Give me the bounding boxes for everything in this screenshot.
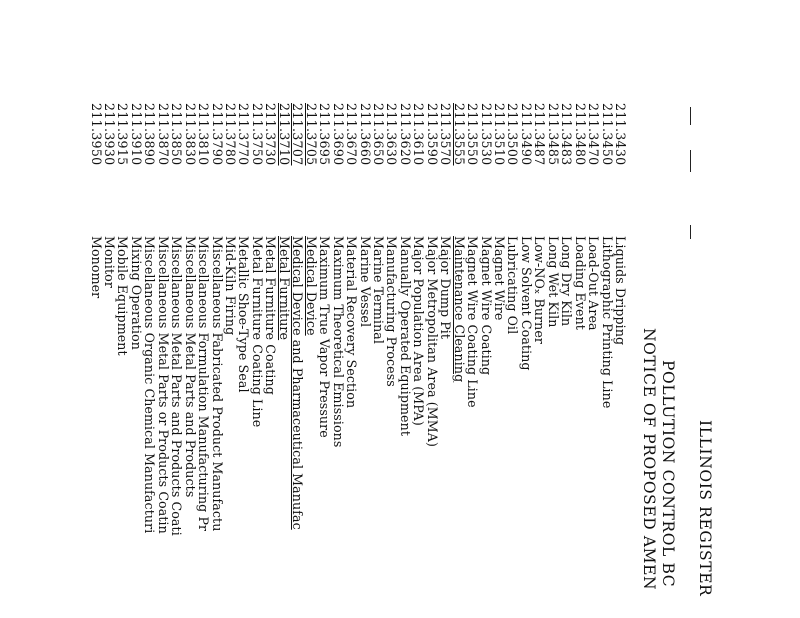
definition-row xyxy=(371,103,384,344)
definition-row xyxy=(439,103,452,339)
section-number: 211.3430 xyxy=(613,103,628,166)
defined-term: Major Metropolitan Area (MMA) xyxy=(424,236,440,447)
definition-row xyxy=(613,103,626,345)
definition-row xyxy=(385,103,398,387)
section-number: 211.3710 xyxy=(276,103,292,166)
defined-term: Medical Device and Pharmaceutical Manufac xyxy=(290,236,306,530)
definition-row xyxy=(129,103,142,350)
defined-term: Mid-Kiln Firing xyxy=(223,236,238,336)
defined-term: Monitor xyxy=(101,236,117,288)
section-number: 211.3705 xyxy=(303,103,319,166)
section-number: 211.3550 xyxy=(465,103,481,166)
defined-term: Miscellaneous Organic Chemical Manufacturi xyxy=(142,236,158,534)
defined-term: Metal Furniture xyxy=(276,236,292,341)
defined-term: Low Solvent Coating xyxy=(518,236,534,371)
definition-row xyxy=(573,103,586,330)
section-number: 211.3620 xyxy=(397,103,413,166)
section-number: 211.3780 xyxy=(223,103,238,166)
section-number: 211.3630 xyxy=(384,103,400,166)
section-number: 211.3450 xyxy=(599,103,615,166)
definition-row xyxy=(358,103,371,327)
defined-term: Miscellaneous Metal Parts and Products xyxy=(182,236,198,498)
definition-row xyxy=(425,103,438,447)
defined-term: Monomer xyxy=(88,236,104,299)
definition-row xyxy=(318,103,331,438)
section-number: 211.3707 xyxy=(290,103,306,166)
section-number: 211.3850 xyxy=(169,103,185,166)
defined-term: Miscellaneous Formulation Manufacturing Pr xyxy=(196,236,212,532)
section-number: 211.3480 xyxy=(572,103,588,166)
definition-row xyxy=(479,103,492,375)
definition-row xyxy=(291,103,304,530)
definition-row xyxy=(210,103,223,531)
defined-term: Lithographic Printing Line xyxy=(599,236,615,409)
defined-term: Medical Device xyxy=(303,236,319,336)
definition-row xyxy=(197,103,210,531)
section-number: 211.3650 xyxy=(370,103,386,166)
definition-row xyxy=(102,103,115,288)
defined-term: Marine Vessel xyxy=(357,236,373,328)
definition-row xyxy=(546,103,559,327)
section-number: 211.3500 xyxy=(505,103,521,166)
defined-term: Magnet Wire Coating Line xyxy=(465,236,481,408)
defined-term: Mixing Operation xyxy=(128,236,144,350)
definition-row xyxy=(116,103,129,356)
section-number: 211.3590 xyxy=(424,103,440,166)
definition-row xyxy=(143,103,156,533)
defined-term: Mobile Equipment xyxy=(115,236,131,356)
defined-term: Long Dry Kiln xyxy=(559,236,575,327)
section-number: 211.3890 xyxy=(142,103,158,166)
defined-term: Maximum True Vapor Pressure xyxy=(317,236,333,438)
section-number: 211.3490 xyxy=(518,103,534,166)
definition-row xyxy=(533,103,546,344)
section-number: 211.3695 xyxy=(317,103,333,166)
defined-term: Metal Furniture Coating xyxy=(263,236,279,395)
section-number: 211.3485 xyxy=(545,103,561,166)
section-number: 211.3830 xyxy=(182,103,198,166)
definition-row xyxy=(264,103,277,395)
header-rule-3 xyxy=(690,225,691,239)
section-number: 211.3555 xyxy=(451,103,467,166)
defined-term: Major Population Area (MPA) xyxy=(411,236,427,426)
definition-row xyxy=(506,103,519,334)
section-number: 211.3483 xyxy=(559,103,575,166)
register-title: ILLINOIS REGISTER xyxy=(696,420,714,597)
definition-row xyxy=(560,103,573,326)
header-rule xyxy=(690,107,691,125)
definition-row xyxy=(183,103,196,497)
section-number: 211.3487 xyxy=(532,103,548,166)
definition-row xyxy=(156,103,169,534)
section-number: 211.3660 xyxy=(357,103,373,166)
definition-row xyxy=(519,103,532,371)
section-number: 211.3530 xyxy=(478,103,494,166)
definition-row xyxy=(492,103,505,320)
defined-term: Metal Furniture Coating Line xyxy=(249,236,265,428)
section-number: 211.3730 xyxy=(263,103,279,166)
defined-term: Material Recovery Section xyxy=(344,236,359,409)
section-number: 211.3750 xyxy=(249,103,265,166)
definition-row xyxy=(250,103,263,427)
definition-row xyxy=(587,103,600,331)
defined-term: Metallic Shoe-Type Seal xyxy=(236,236,252,393)
definition-row xyxy=(452,103,465,382)
section-number: 211.3670 xyxy=(344,103,359,166)
definition-row xyxy=(170,103,183,536)
defined-term: Load-Out Area xyxy=(586,236,602,331)
section-number: 211.3870 xyxy=(155,103,171,166)
definition-row xyxy=(237,103,250,393)
section-number: 211.3790 xyxy=(209,103,225,166)
definition-row xyxy=(223,103,236,335)
defined-term: Magnet Wire xyxy=(491,236,507,321)
defined-term: Lubricating Oil xyxy=(505,236,521,335)
definition-row xyxy=(398,103,411,436)
section-number: 211.3610 xyxy=(411,103,427,166)
section-number: 211.3950 xyxy=(88,103,104,166)
definition-row xyxy=(304,103,317,336)
definition-row xyxy=(89,103,102,298)
definition-row xyxy=(600,103,613,408)
defined-term: Maintenance Cleaning xyxy=(451,236,467,383)
defined-term: Miscellaneous Fabricated Product Manufactu xyxy=(209,236,225,532)
defined-term: Maximum Theoretical Emissions xyxy=(330,236,346,448)
defined-term: Magnet Wire Coating xyxy=(478,236,494,376)
definition-row xyxy=(412,103,425,426)
defined-term: Miscellaneous Metal Parts or Products Coatin xyxy=(155,236,171,534)
notice-title: NOTICE OF PROPOSED AMEN xyxy=(640,328,658,591)
defined-term: Manually Operated Equipment xyxy=(397,236,413,436)
section-number: 211.3690 xyxy=(330,103,346,166)
defined-term: Liquids Dripping xyxy=(613,236,628,346)
defined-term: Long Wet Kiln xyxy=(545,236,561,328)
defined-term: Major Dump Pit xyxy=(438,236,454,340)
defined-term: Miscellaneous Metal Parts and Products Coati xyxy=(169,236,185,536)
section-number: 211.3510 xyxy=(491,103,507,166)
section-number: 211.3910 xyxy=(128,103,144,166)
defined-term: Marine Terminal xyxy=(370,236,386,345)
definition-row xyxy=(466,103,479,408)
section-number: 211.3570 xyxy=(438,103,454,166)
definition-row xyxy=(277,103,290,340)
section-number: 211.3930 xyxy=(101,103,117,166)
defined-term: Loading Event xyxy=(572,236,588,330)
section-number: 211.3810 xyxy=(196,103,212,166)
definition-row xyxy=(344,103,357,408)
board-title: POLLUTION CONTROL BC xyxy=(659,360,677,588)
section-number: 211.3770 xyxy=(236,103,252,166)
section-number: 211.3470 xyxy=(586,103,602,166)
definition-row xyxy=(331,103,344,447)
header-rule-2 xyxy=(690,150,691,172)
defined-term: Manufacturing Process xyxy=(384,236,400,387)
defined-term: Low-NOₓ Burner xyxy=(532,236,548,345)
section-number: 211.3915 xyxy=(115,103,131,166)
